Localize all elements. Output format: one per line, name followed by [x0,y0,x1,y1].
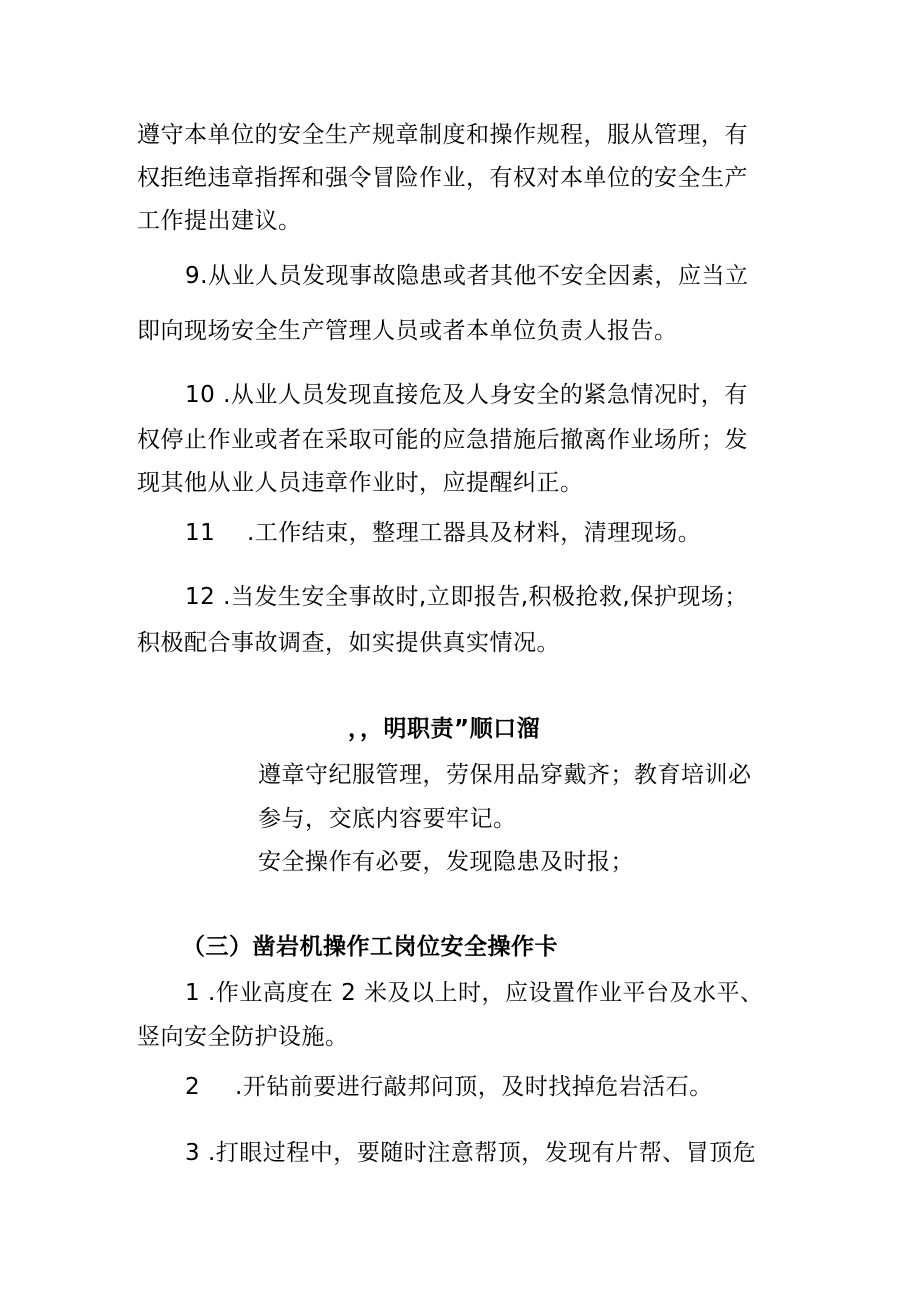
rhyme-line-2: 参与，交底内容要牢记。 [258,806,517,832]
paragraph-11-number: 11 [185,520,216,546]
paragraph-8-line-3: 工作提出建议。 [137,208,302,234]
paragraph-10-line-3: 现其他从业人员违章作业时，应提醒纠正。 [137,470,584,496]
paragraph-12-line-1: 12 .当发生安全事故时,立即报告,积极抢救,保护现场； [185,584,748,610]
paragraph-10-line-1: 10 .从业人员发现直接危及人身安全的紧急情况时，有 [185,382,748,408]
paragraph-9-line-2: 即向现场安全生产管理人员或者本单位负责人报告。 [137,318,678,344]
paragraph-10-line-2: 权停止作业或者在采取可能的应急措施后撤离作业场所；发 [137,427,748,453]
paragraph-8-line-1: 遵守本单位的安全生产规章制度和操作规程，服从管理，有 [137,122,748,148]
rhyme-line-3: 安全操作有必要，发现隐患及时报； [258,849,634,875]
section-3-item-3-line-1: 3 .打眼过程中，要随时注意帮顶，发现有片帮、冒顶危 [185,1140,757,1166]
rhyme-title: ，，明职责”顺口溜 [348,716,541,742]
section-3-item-1-line-2: 竖向安全防护设施。 [137,1024,349,1050]
paragraph-8-line-2: 权拒绝违章指挥和强令冒险作业，有权对本单位的安全生产 [137,165,748,191]
section-3-item-2-text: .开钻前要进行敲邦问顶，及时找掉危岩活石。 [235,1074,713,1100]
section-3-heading: （三）凿岩机操作工岗位安全操作卡 [182,934,558,960]
section-3-item-2 [185,1072,713,1102]
section-3-item-1-line-1: 1 .作业高度在 2 米及以上时，应设置作业平台及水平、 [185,980,764,1006]
paragraph-9-line-1: 9.从业人员发现事故隐患或者其他不安全因素，应当立 [185,263,749,289]
paragraph-11 [185,518,701,548]
paragraph-12-line-2: 积极配合事故调查，如实提供真实情况。 [137,630,560,656]
rhyme-line-1: 遵章守纪服管理，劳保用品穿戴齐；教育培训必 [258,762,752,788]
paragraph-11-text: .工作结束，整理工器具及材料，清理现场。 [247,520,702,546]
section-3-item-2-number: 2 [185,1074,201,1100]
